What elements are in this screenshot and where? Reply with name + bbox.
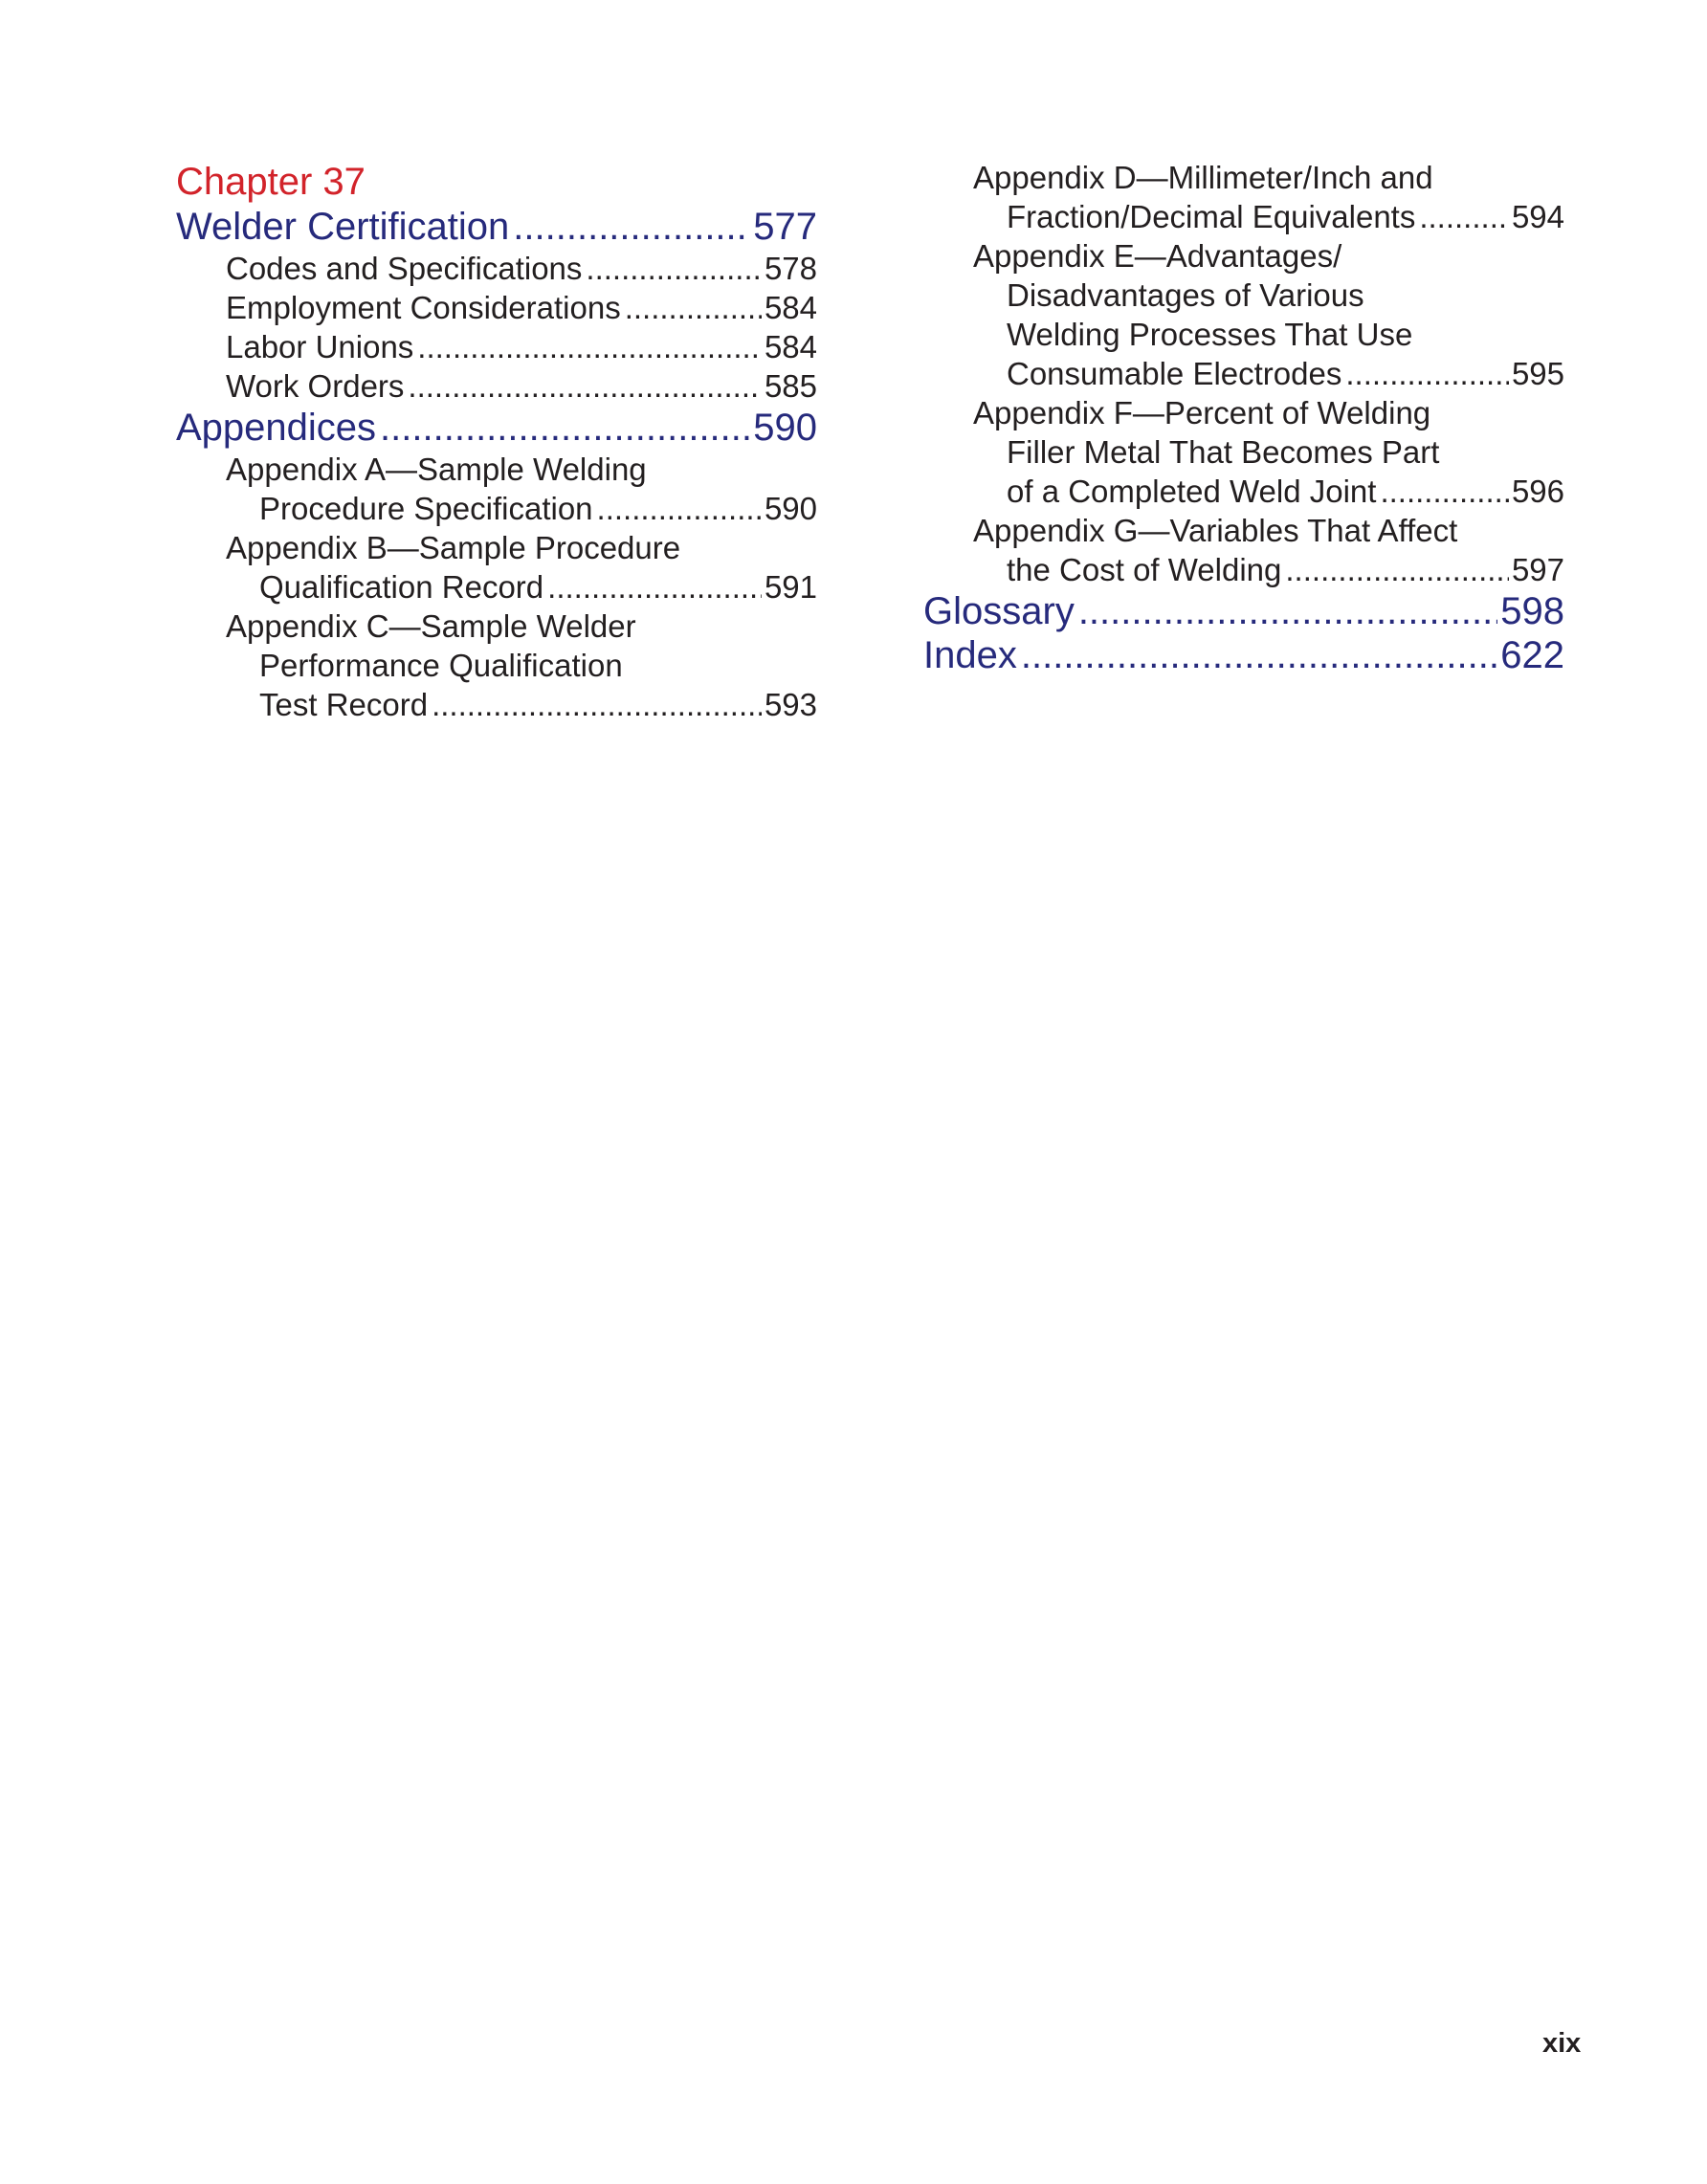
toc-entry-line: Appendix C—Sample Welder <box>226 608 636 644</box>
toc-entry-work-orders[interactable] <box>176 366 817 406</box>
toc-entry-page: 577 <box>753 206 817 248</box>
dot-leader <box>1078 589 1497 633</box>
toc-entry-page: 622 <box>1500 634 1564 676</box>
toc-entry-line: Appendix A—Sample Welding <box>226 452 647 487</box>
toc-entry-line: Welding Processes That Use <box>1007 317 1413 352</box>
toc-entry-line: Appendix F—Percent of Welding <box>973 395 1431 430</box>
toc-entry-page: 597 <box>1511 552 1564 587</box>
toc-entry-last-line <box>176 685 817 724</box>
dot-leader <box>1285 550 1509 589</box>
toc-entry-title: Consumable Electrodes <box>1007 356 1342 391</box>
toc-entry-title: Index <box>923 634 1017 676</box>
toc-entry-title: Glossary <box>923 590 1075 632</box>
toc-entry-title: Codes and Specifications <box>226 251 583 286</box>
toc-entry-title: of a Completed Weld Joint <box>1007 474 1377 509</box>
toc-entry-employment-considerations[interactable] <box>176 288 817 327</box>
toc-entry-line: Filler Metal That Becomes Part <box>1007 434 1440 470</box>
toc-entry-appendix-a[interactable] <box>176 450 817 528</box>
toc-entry-page: 593 <box>764 687 817 722</box>
dot-leader <box>597 489 762 528</box>
page-number: xix <box>1542 2028 1582 2059</box>
toc-entry-title: Procedure Specification <box>259 491 593 526</box>
toc-entry-glossary[interactable] <box>923 589 1564 633</box>
toc-entry-title: Fraction/Decimal Equivalents <box>1007 199 1416 234</box>
toc-entry-page: 590 <box>764 491 817 526</box>
toc-entry-page: 584 <box>764 329 817 364</box>
dot-leader <box>586 249 762 288</box>
toc-entry-appendix-d[interactable] <box>923 158 1564 236</box>
toc-entry-page: 585 <box>764 368 817 404</box>
toc-entry-last-line <box>923 354 1564 393</box>
toc-entry-page: 591 <box>764 569 817 605</box>
chapter-label: Chapter 37 <box>176 161 366 203</box>
toc-entry-page: 578 <box>764 251 817 286</box>
toc-entry-line: Appendix G—Variables That Affect <box>973 513 1458 548</box>
toc-entry-line: Performance Qualification <box>259 648 623 683</box>
toc-entry-page: 594 <box>1511 199 1564 234</box>
toc-entry-appendix-f[interactable] <box>923 393 1564 511</box>
toc-entry-last-line <box>176 567 817 607</box>
toc-entry-welder-certification[interactable] <box>176 205 817 249</box>
dot-leader <box>380 406 750 450</box>
toc-entry-title: the Cost of Welding <box>1007 552 1282 587</box>
dot-leader <box>408 366 762 406</box>
toc-entry-last-line <box>923 550 1564 589</box>
dot-leader <box>1345 354 1509 393</box>
dot-leader <box>1021 633 1497 677</box>
toc-entry-appendices[interactable] <box>176 406 817 450</box>
dot-leader <box>547 567 762 607</box>
dot-leader <box>513 205 750 249</box>
dot-leader <box>432 685 762 724</box>
toc-entry-line: Appendix D—Millimeter/Inch and <box>973 160 1433 195</box>
toc-entry-page: 595 <box>1511 356 1564 391</box>
toc-entry-labor-unions[interactable] <box>176 327 817 366</box>
toc-entry-appendix-g[interactable] <box>923 511 1564 589</box>
toc-entry-last-line <box>923 197 1564 236</box>
toc-entry-appendix-c[interactable] <box>176 607 817 724</box>
toc-entry-title: Appendices <box>176 407 377 449</box>
toc-entry-line: Disadvantages of Various <box>1007 277 1364 313</box>
toc-entry-last-line <box>923 472 1564 511</box>
toc-entry-page: 590 <box>753 407 817 449</box>
toc-entry-title: Work Orders <box>226 368 405 404</box>
toc-entry-last-line <box>176 489 817 528</box>
toc-entry-appendix-e[interactable] <box>923 236 1564 393</box>
toc-entry-title: Test Record <box>259 687 429 722</box>
toc-entry-appendix-b[interactable] <box>176 528 817 607</box>
toc-entry-page: 596 <box>1511 474 1564 509</box>
toc-entry-title: Labor Unions <box>226 329 414 364</box>
toc-entry-index[interactable] <box>923 633 1564 677</box>
toc-entry-title: Welder Certification <box>176 206 510 248</box>
dot-leader <box>417 327 762 366</box>
toc-entry-page: 598 <box>1500 590 1564 632</box>
dot-leader <box>1380 472 1509 511</box>
toc-right-column <box>923 158 1564 677</box>
toc-entry-line: Appendix E—Advantages/ <box>973 238 1342 274</box>
toc-entry-title: Qualification Record <box>259 569 544 605</box>
toc-entry-line: Appendix B—Sample Procedure <box>226 530 681 565</box>
toc-entry-codes-and-specifications[interactable] <box>176 249 817 288</box>
toc-entry-title: Employment Considerations <box>226 290 621 325</box>
toc-entry-page: 584 <box>764 290 817 325</box>
toc-left-column <box>176 158 817 724</box>
dot-leader <box>1419 197 1509 236</box>
dot-leader <box>625 288 762 327</box>
